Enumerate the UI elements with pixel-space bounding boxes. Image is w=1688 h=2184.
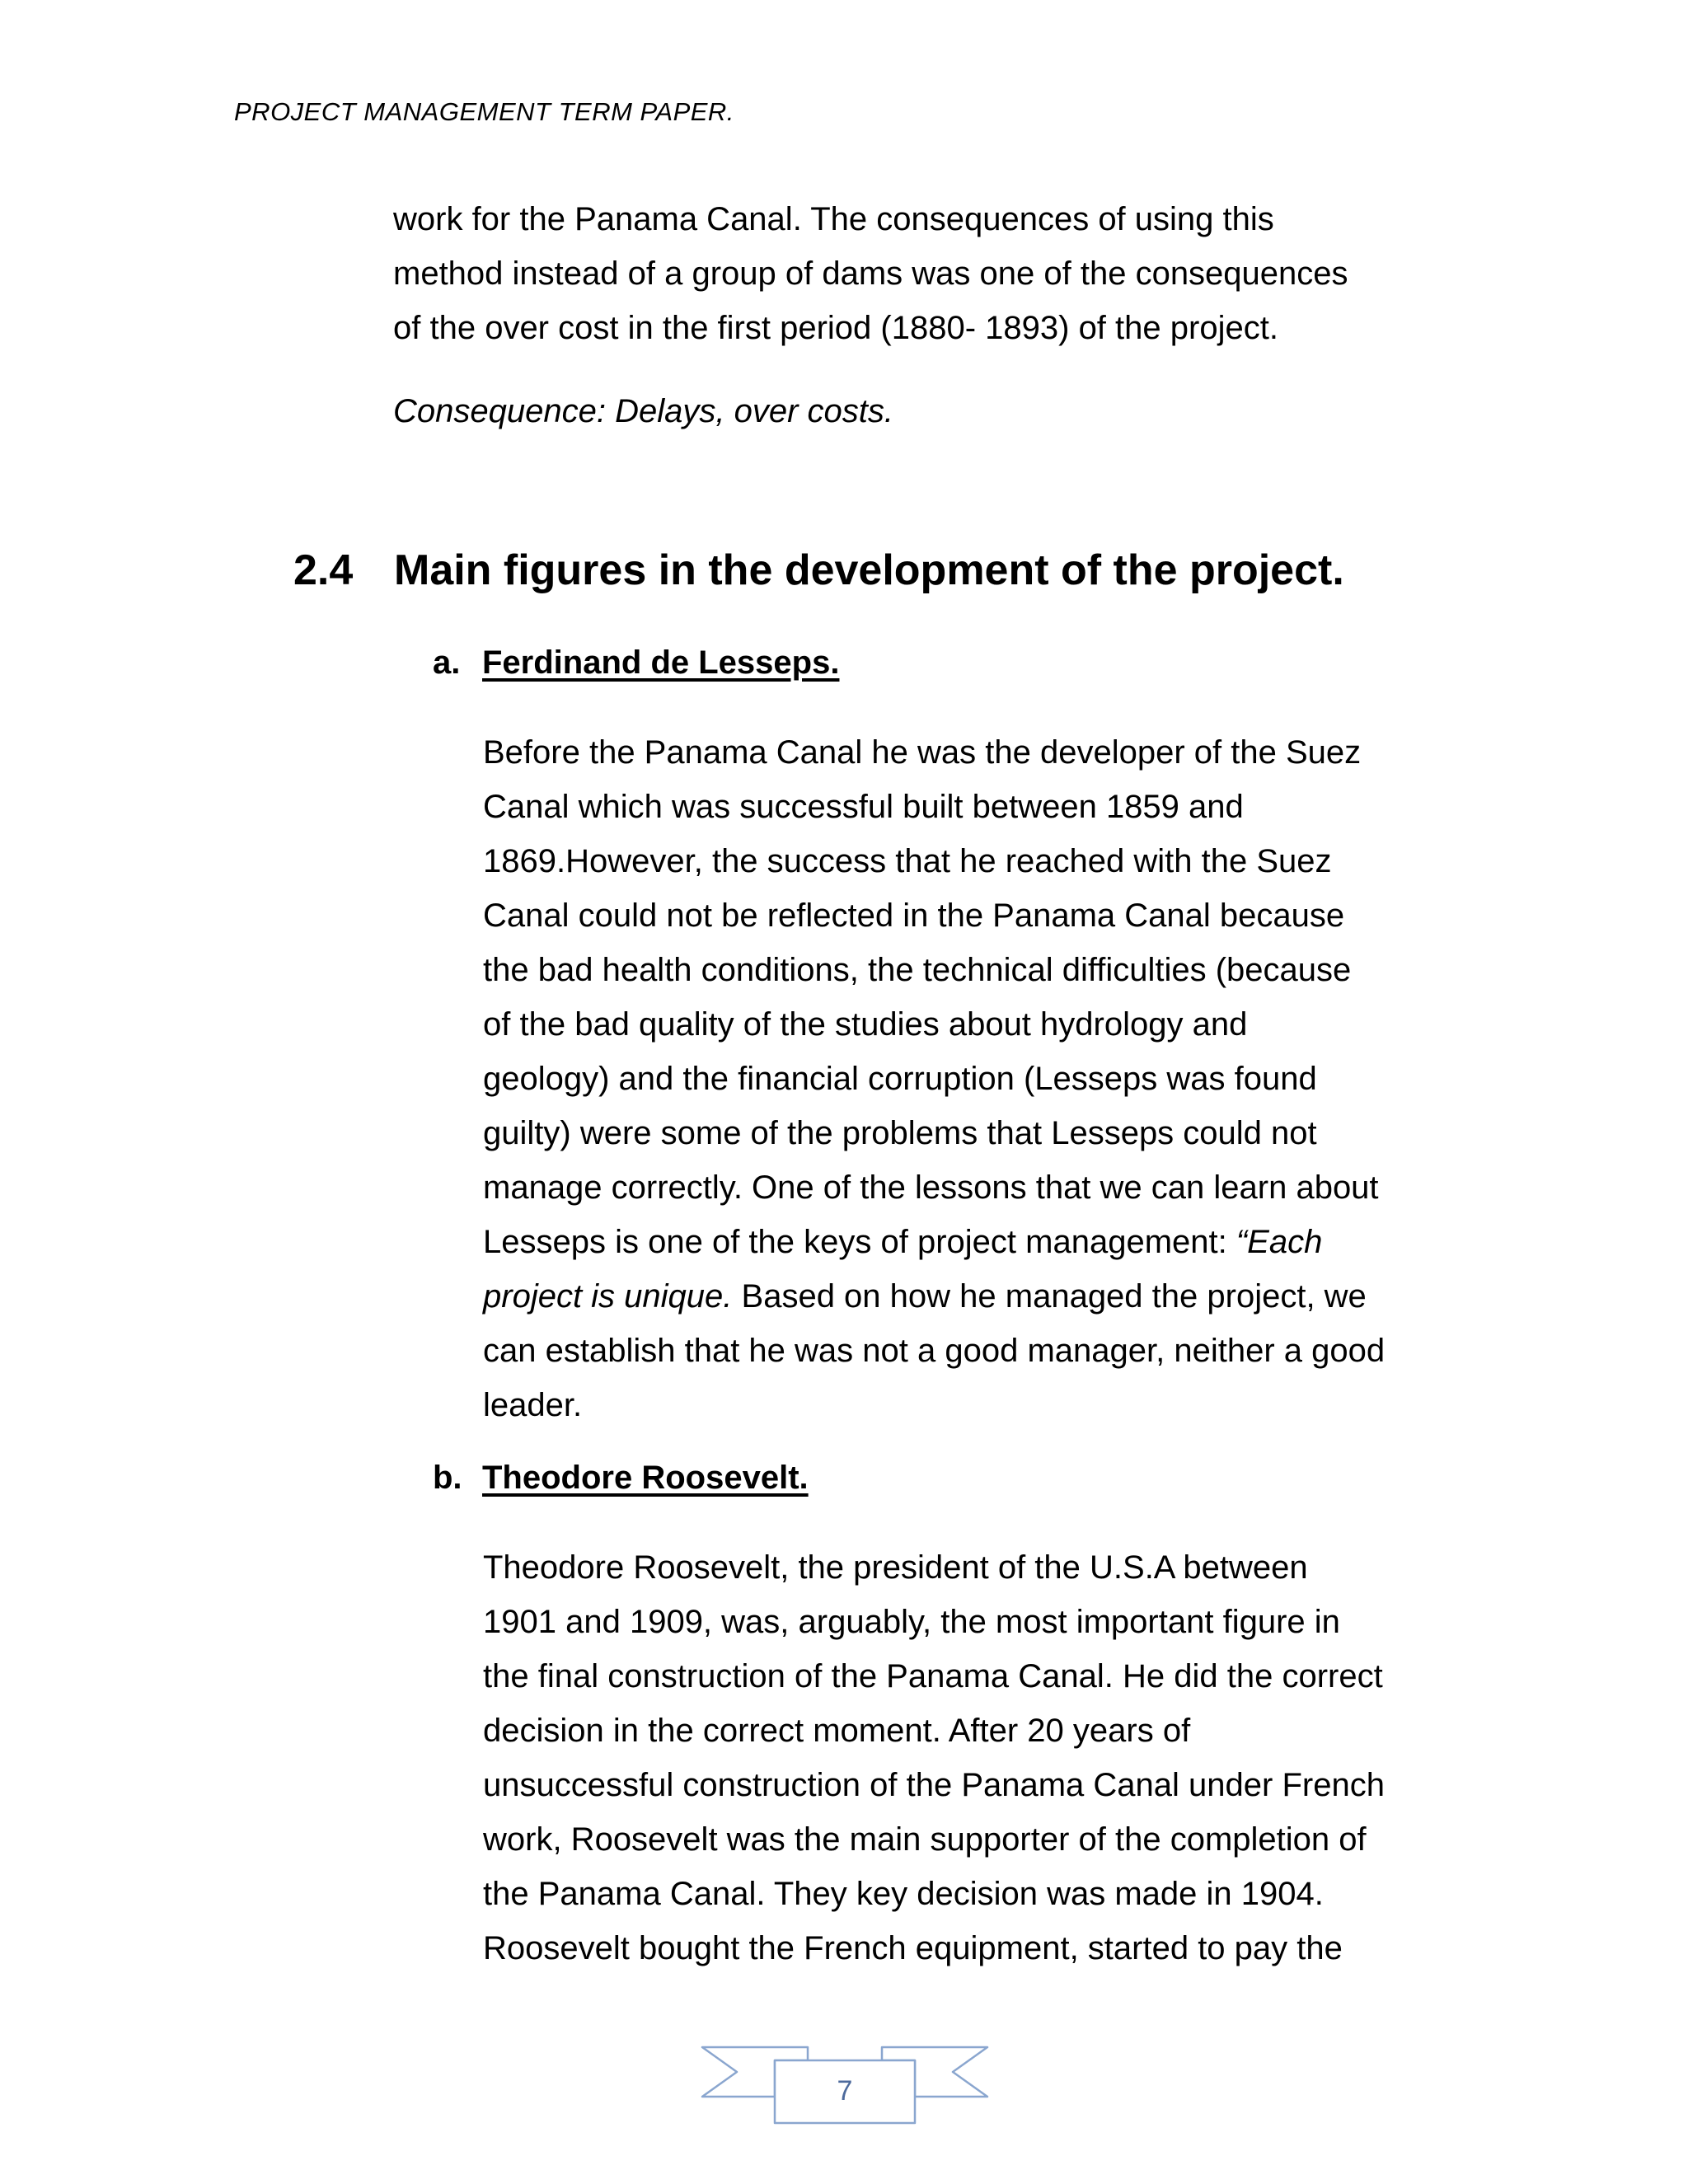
paragraph-line: the final construction of the Panama Canal. He did the correct [483,1658,1383,1694]
section-heading [293,546,1344,595]
subsection-a-heading [433,644,839,682]
roosevelt-paragraph [483,1540,1472,1975]
section-title: Main figures in the development of the project. [394,546,1344,594]
paragraph-line: decision in the correct moment. After 20 years of [483,1713,1191,1749]
paragraph-line: of the bad quality of the studies about hydrology and [483,1006,1248,1043]
subsection-b-letter: b. [433,1460,462,1496]
intro-paragraph [393,192,1465,355]
paragraph-line: Canal could not be reflected in the Panama Canal because [483,898,1345,934]
paragraph-line: can establish that he was not a good manager, neither a good [483,1333,1386,1369]
section-number: 2.4 [293,546,354,594]
paragraph-line: Roosevelt bought the French equipment, started to pay the [483,1930,1343,1966]
consequence-note: Consequence: Delays, over costs. [393,393,893,429]
page-number-ribbon [701,2042,989,2131]
paragraph-line: Theodore Roosevelt, the president of the U.S.A between [483,1549,1308,1586]
paragraph-line: Lesseps is one of the keys of project management: [483,1224,1236,1260]
paragraph-line: Canal which was successful built between 1859 and [483,789,1244,825]
paragraph-line: geology) and the financial corruption (Lesseps was found [483,1061,1317,1097]
paragraph-line: 1901 and 1909, was, arguably, the most important figure in [483,1604,1340,1640]
page-number: 7 [837,2075,853,2107]
paragraph-line: the bad health conditions, the technical difficulties (because [483,952,1352,988]
subsection-b-heading [433,1460,809,1497]
paragraph-line: guilty) were some of the problems that Lesseps could not [483,1115,1317,1151]
quote-text: project is unique. [483,1278,733,1315]
paragraph-line: work, Roosevelt was the main supporter of the completion of [483,1821,1367,1858]
subsection-b-title: Theodore Roosevelt. [482,1460,809,1496]
paragraph-line: unsuccessful construction of the Panama Canal under French [483,1767,1385,1803]
subsection-a-letter: a. [433,644,461,681]
running-header: PROJECT MANAGEMENT TERM PAPER. [234,97,734,126]
intro-line: method instead of a group of dams was one of the consequences [393,255,1348,292]
subsection-a-title: Ferdinand de Lesseps. [482,644,840,681]
paragraph-line: the Panama Canal. They key decision was made in 1904. [483,1876,1324,1912]
paragraph-line: Based on how he managed the project, we [732,1278,1367,1315]
quote-text: “Each [1236,1224,1323,1260]
intro-line: work for the Panama Canal. The consequences of using this [393,201,1274,237]
intro-line: of the over cost in the first period (1880- 1893) of the project. [393,310,1278,346]
paragraph-line: manage correctly. One of the lessons that we can learn about [483,1169,1379,1206]
paragraph-line: 1869.However, the success that he reached with the Suez [483,843,1332,879]
paragraph-line: leader. [483,1387,583,1423]
paragraph-line: Before the Panama Canal he was the developer of the Suez [483,734,1362,771]
lesseps-paragraph [483,725,1472,1432]
